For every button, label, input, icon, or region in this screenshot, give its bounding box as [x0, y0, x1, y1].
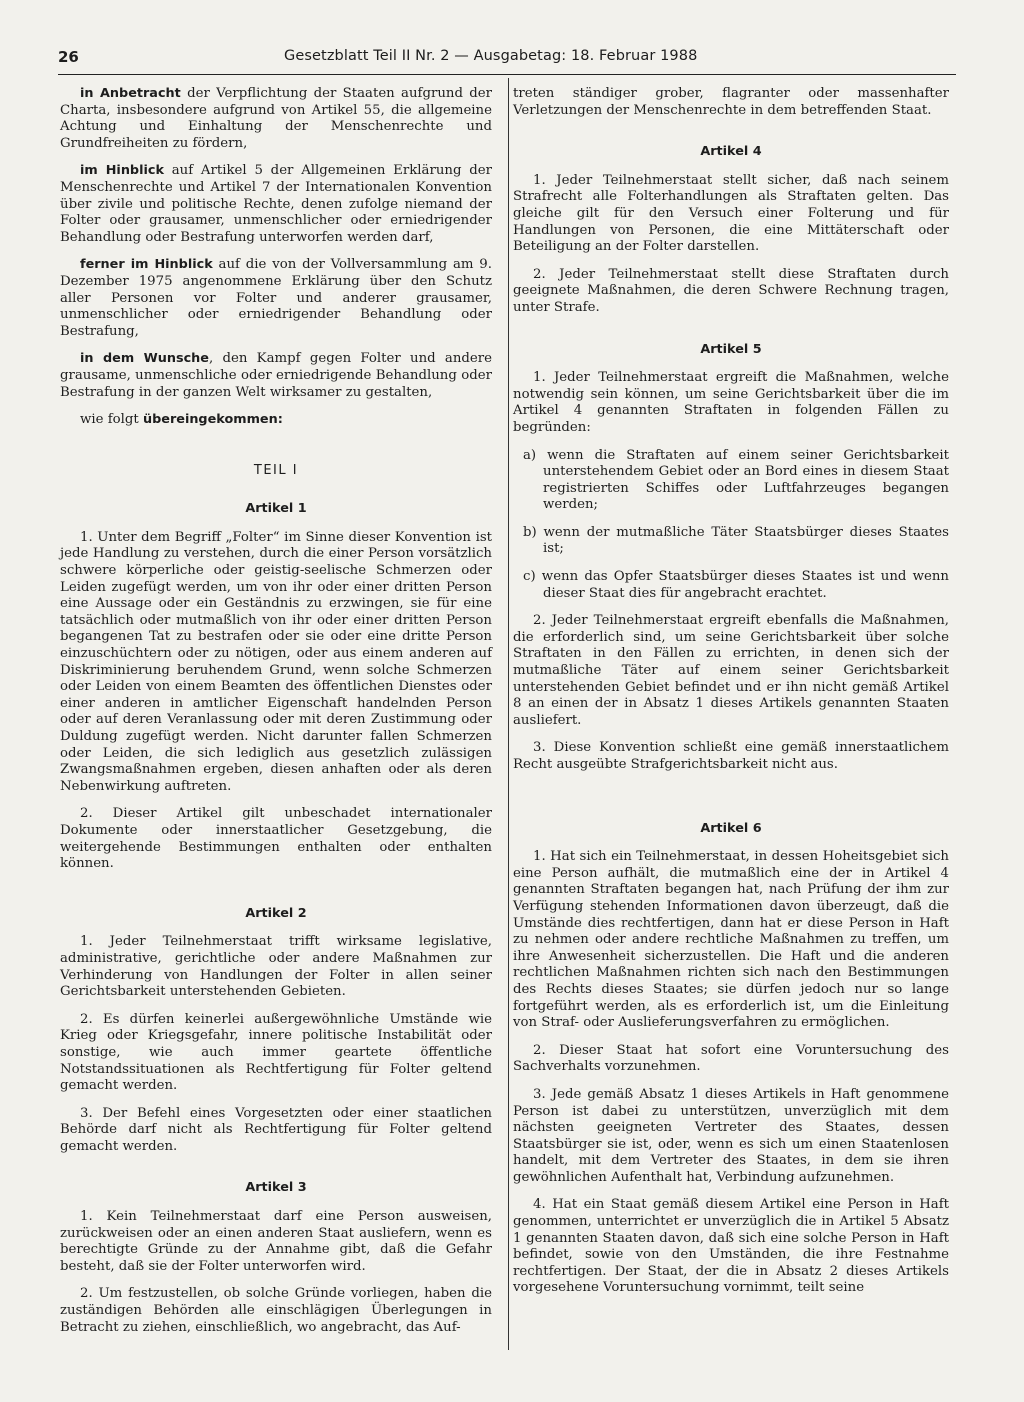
article-3-heading: Artikel 3 — [245, 1180, 307, 1196]
article-paragraph: 2. Jeder Teilnehmerstaat ergreift ebenfalls die Maßnahmen, die erforderlich sind, um seine Gerichtsbarkeit über solche Straftaten in den Fällen zu errichten, in denen sich der mutmaßliche Täter auf einem seiner Gerichtsbarkeit unterstehenden Gebiet befindet und er ihn nicht gemäß Artikel 8 an einen der in Absatz 1 dieses Artikels genannten Staaten ausliefert. — [513, 613, 949, 728]
article-paragraph: 2. Jeder Teilnehmerstaat stellt diese Straftaten durch geeignete Maßnahmen, die deren Schwere Rechnung tragen, unter Strafe. — [513, 266, 949, 315]
article-paragraph: 3. Diese Konvention schließt eine gemäß innerstaatlichem Recht ausgeübte Strafgerichtsbarkeit nicht aus. — [513, 740, 949, 772]
article-paragraph: 1. Unter dem Begriff „Folter“ im Sinne dieser Konvention ist jede Handlung zu verstehen, durch die einer Person vorsätzlich schwere körperliche oder geistig-seelische Schmerzen oder Leiden zugefügt werden, um von ihr oder einer dritten Person eine Aussage oder ein Geständnis zu erzwingen, sie für eine tatsächlich oder mutmaßlich von ihr oder einer dritten Person begangenen Tat zu bestrafen oder sie oder eine dritte Person einzuschüchtern oder zu nötigen, oder aus einem anderen auf Diskriminierung beruhendem Grund, wenn solche Schmerzen oder Leiden von einem Beamten des öffentlichen Dienstes oder einer anderen in amtlicher Eigenschaft handelnden Person oder auf deren Veranlassung oder mit deren Zustimmung oder Duldung zugefügt werden. Nicht darunter fallen Schmerzen oder Leiden, die sich lediglich aus gesetzlich zulässigen Zwangsmaßnahmen ergeben, diesen anhaften oder als deren Nebenwirkung auftreten. — [60, 529, 492, 794]
article-paragraph: 2. Es dürfen keinerlei außergewöhnliche Umstände wie Krieg oder Kriegsgefahr, innere politische Instabilität oder sonstige, wie auch immer geartete öffentliche Notstandssituationen als Rechtfertigung für Folter geltend gemacht werden. — [60, 1011, 492, 1094]
preamble-paragraph: in Anbetracht der Verpflichtung der Staaten aufgrund der Charta, insbesondere aufgrund von Artikel 55, die allgemeine Achtung und Einhaltung der Menschenrechte und Grundfreiheiten zu fördern, — [60, 86, 493, 151]
header-rule — [58, 74, 956, 75]
list-item: a) wenn die Straftaten auf einem seiner Gerichtsbarkeit unterstehendem Gebiet oder an Bord eines in diesem Staat registrierten Schiffes oder Luftfahrzeuges begangen werden; — [523, 447, 949, 513]
agreement-line: wie folgt übereingekommen: — [80, 412, 283, 428]
article-paragraph: 4. Hat ein Staat gemäß diesem Artikel eine Person in Haft genommen, unterrichtet er unverzüglich die in Artikel 5 Absatz 1 genannten Staaten davon, daß sich eine solche Person in Haft befindet, sowie von den Umständen, die ihre Festnahme rechtfertigen. Der Staat, der die in Absatz 2 dieses Artikels vorgesehene Voruntersuchung vornimmt, teilt seine — [513, 1197, 949, 1296]
gazette-title: Gesetzblatt Teil II Nr. 2 — Ausgabetag: 18. Februar 1988 — [284, 48, 698, 64]
preamble-paragraph: im Hinblick auf Artikel 5 der Allgemeinen Erklärung der Menschenrechte und Artikel 7 der Internationalen Konvention über zivile und politische Rechte, denen zufolge niemand der Folter oder grausamer, unmenschlicher oder erniedrigender Behandlung oder Bestrafung unterworfen werden darf, — [60, 163, 492, 245]
article-paragraph: 3. Jede gemäß Absatz 1 dieses Artikels in Haft genommene Person ist dabei zu unterstützen, unverzüglich mit dem nächsten geeigneten Vertreter des Staates, dessen Staatsbürger sie ist, oder, wenn es sich um einen Staatenlosen handelt, mit dem Vertreter des Staates, in dem sie ihren gewöhnlichen Aufenthalt hat, Verbindung aufzunehmen. — [513, 1086, 949, 1185]
article-paragraph: 2. Um festzustellen, ob solche Gründe vorliegen, haben die zuständigen Behörden alle einschlägigen Überlegungen in Betracht zu ziehen, einschließlich, wo angebracht, das Auf- — [60, 1286, 492, 1335]
list-item: b) wenn der mutmaßliche Täter Staatsbürger dieses Staates ist; — [523, 524, 949, 557]
article-paragraph: 2. Dieser Artikel gilt unbeschadet internationaler Dokumente oder innerstaatlicher Gesetzgebung, die weitergehende Bestimmungen enthalten oder enthalten können. — [60, 806, 492, 872]
article-6-heading: Artikel 6 — [700, 820, 762, 836]
page-number: 26 — [58, 48, 79, 66]
article-5-heading: Artikel 5 — [700, 341, 762, 357]
article-2-heading: Artikel 2 — [245, 905, 307, 921]
article-paragraph: 1. Jeder Teilnehmerstaat trifft wirksame legislative, administrative, gerichtliche oder andere Maßnahmen zur Verhinderung von Handlungen der Folter in allen seiner Gerichtsbarkeit unterstehenden Gebieten. — [60, 934, 492, 1000]
article-paragraph: 1. Jeder Teilnehmerstaat ergreift die Maßnahmen, welche notwendig sein können, um seine Gerichtsbarkeit über die im Artikel 4 genannten Straftaten in folgenden Fällen zu begründen: — [513, 370, 949, 435]
preamble-paragraph: in dem Wunsche, den Kampf gegen Folter und andere grausame, unmenschliche oder erniedrigende Behandlung oder Bestrafung in der ganzen Welt wirksamer zu gestalten, — [60, 351, 492, 400]
article-1-heading: Artikel 1 — [245, 501, 307, 517]
page-header — [58, 48, 954, 70]
article-paragraph: 1. Kein Teilnehmerstaat darf eine Person ausweisen, zurückweisen oder an einen anderen Staat ausliefern, wenn es berechtigte Gründe zu der Annahme gibt, daß die Gefahr besteht, daß sie der Folter unterworfen wird. — [60, 1209, 492, 1274]
article-paragraph: 1. Jeder Teilnehmerstaat stellt sicher, daß nach seinem Strafrecht alle Folterhandlungen als Straftaten gelten. Das gleiche gilt für den Versuch einer Folterung und für Handlungen von Personen, die eine Mittäterschaft oder Beteiligung an der Folter darstellen. — [513, 172, 949, 255]
part-title: TEIL I — [253, 462, 299, 478]
preamble-paragraph: ferner im Hinblick auf die von der Vollversammlung am 9. Dezember 1975 angenommene Erklärung über den Schutz aller Personen vor Folter und anderer grausamer, unmenschlicher oder erniedrigender Behandlung oder Bestrafung, — [60, 257, 492, 339]
article-4-heading: Artikel 4 — [700, 144, 762, 160]
list-item: c) wenn das Opfer Staatsbürger dieses Staates ist und wenn dieser Staat dies für angebracht erachtet. — [523, 569, 949, 601]
article-paragraph: 1. Hat sich ein Teilnehmerstaat, in dessen Hoheitsgebiet sich eine Person aufhält, die mutmaßlich eine der in Artikel 4 genannten Straftaten begangen hat, nach Prüfung der ihm zur Verfügung stehenden Informationen davon überzeugt, daß die Umstände dies rechtfertigen, dann hat er diese Person in Haft zu nehmen oder andere rechtliche Maßnahmen zu treffen, um ihre Anwesenheit sicherzustellen. Die Haft und die anderen rechtlichen Maßnahmen richten sich nach den Bestimmungen des Rechts dieses Staates; sie dürfen jedoch nur so lange fortgeführt werden, als es erforderlich ist, um die Einleitung von Straf- oder Auslieferungsverfahren zu ermöglichen. — [513, 849, 949, 1031]
article-paragraph: 2. Dieser Staat hat sofort eine Voruntersuchung des Sachverhalts vorzunehmen. — [513, 1042, 949, 1075]
right-column — [513, 86, 949, 1308]
left-column — [60, 86, 492, 1347]
column-divider — [508, 78, 509, 1350]
article-paragraph: 3. Der Befehl eines Vorgesetzten oder einer staatlichen Behörde darf nicht als Rechtfertigung für Folter geltend gemacht werden. — [60, 1105, 492, 1154]
continued-paragraph: treten ständiger grober, flagranter oder massenhafter Verletzungen der Menschenrechte in dem betreffenden Staat. — [513, 86, 949, 118]
